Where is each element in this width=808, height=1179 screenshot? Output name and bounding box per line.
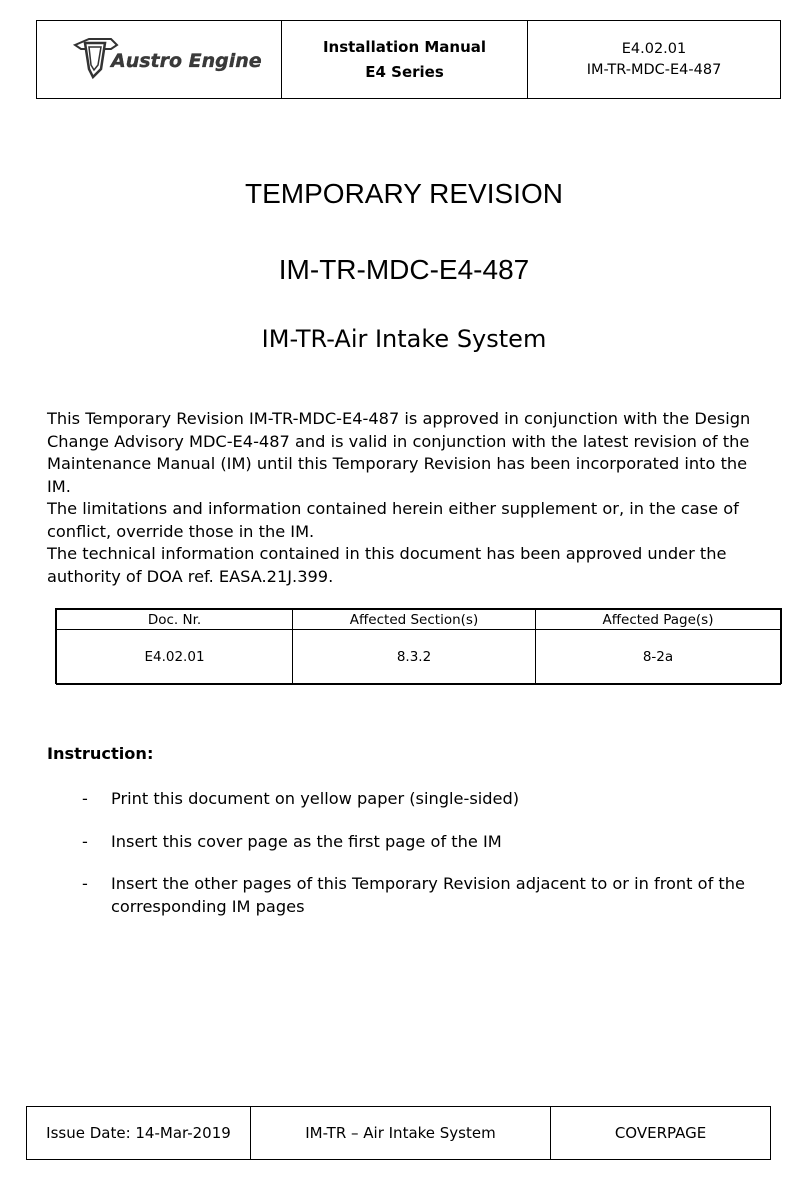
intro-paragraph: This Temporary Revision IM-TR-MDC-E4-487 is approved in conjunction with the Design Change Advisory MDC-E4-487 and is valid in conjunction with the latest revision of the Maintenance Manual (IM) until this Temporary Revision has been incorporated into the IM. — [47, 409, 751, 496]
intro-paragraph: The limitations and information contained herein either supplement or, in the case of conflict, override those in the IM. — [47, 499, 739, 541]
doc-number: E4.02.01 — [621, 40, 687, 57]
instruction-text: Print this document on yellow paper (single-sided) — [111, 789, 520, 808]
list-item — [82, 873, 772, 918]
revision-id: IM-TR-MDC-E4-487 — [278, 254, 530, 285]
list-item — [82, 831, 772, 854]
doc-id-cell — [528, 21, 780, 98]
intro-text — [47, 408, 767, 588]
instruction-text: Insert this cover page as the first page of the IM — [111, 831, 502, 851]
austro-engine-logo — [71, 29, 262, 89]
page-footer — [26, 1106, 771, 1160]
instruction-heading: Instruction: — [47, 744, 154, 763]
cell-sections: 8.3.2 — [293, 630, 536, 685]
affected-docs-table — [55, 608, 782, 684]
bullet-dash: - — [82, 831, 88, 851]
manual-title: Installation Manual — [322, 37, 487, 56]
issue-date: Issue Date: 14-Mar-2019 — [27, 1107, 251, 1159]
series-label: E4 Series — [365, 62, 444, 81]
logo-cell — [37, 21, 282, 98]
logo-text: Austro Engine — [111, 50, 262, 72]
instruction-list — [82, 788, 772, 938]
bullet-dash: - — [82, 874, 88, 893]
instruction-text: Insert the other pages of this Temporary Revision adjacent to or in front of the corresponding IM pages — [111, 874, 745, 916]
table-row — [57, 630, 781, 685]
intro-paragraph: The technical information contained in this document has been approved under the authority of DOA ref. EASA.21J.399. — [47, 544, 727, 586]
manual-title-cell — [282, 21, 528, 98]
col-header-doc-nr: Doc. Nr. — [57, 610, 293, 630]
tr-number: IM-TR-MDC-E4-487 — [586, 61, 722, 78]
page-header — [36, 20, 781, 99]
revision-subject: IM-TR-Air Intake System — [261, 325, 547, 353]
table-header-row — [57, 610, 781, 630]
page-title: TEMPORARY REVISION — [245, 178, 563, 209]
bullet-dash: - — [82, 789, 88, 808]
footer-page-label: COVERPAGE — [614, 1124, 707, 1142]
list-item — [82, 788, 772, 811]
cell-pages: 8-2a — [536, 630, 781, 685]
col-header-pages: Affected Page(s) — [536, 610, 781, 630]
cell-doc-nr: E4.02.01 — [57, 630, 293, 685]
col-header-sections: Affected Section(s) — [293, 610, 536, 630]
footer-subject: IM-TR – Air Intake System — [251, 1107, 551, 1159]
